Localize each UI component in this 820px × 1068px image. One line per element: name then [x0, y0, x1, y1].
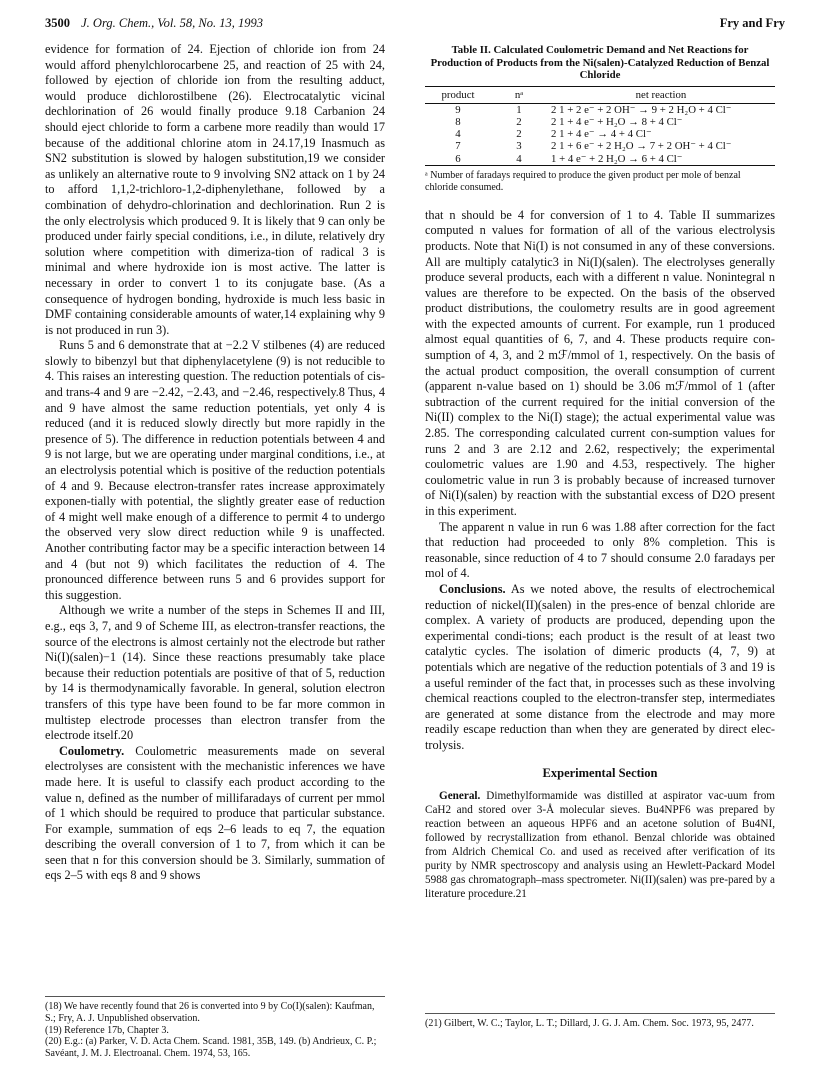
column-header: nᵃ [491, 86, 547, 103]
paragraph: The apparent n value in run 6 was 1.88 after correction for the fact that reduction had proceeded to only 8% completion. This is reasonable, since reduction of 4 to 7 should consume 2.0 faradays per mol of 4. [425, 519, 775, 581]
journal-citation: J. Org. Chem., Vol. 58, No. 13, 1993 [81, 16, 263, 30]
table-cell: 1 [516, 103, 522, 116]
table-row [425, 128, 775, 140]
footnote: (20) E.g.: (a) Parker, V. D. Acta Chem. Scand. 1981, 35B, 149. (b) Andrieux, C. P.; Savéant, J. M. J. Electroanal. Chem. 1974, 53, 165. [45, 1036, 377, 1060]
paragraph-heading: General. [439, 790, 481, 803]
table-title: Table II. Calculated Coulometric Demand and Net Reactions for Production of Products from the Ni(salen)-Catalyzed Reduction of Benzal Chloride [430, 44, 770, 81]
running-head [45, 16, 263, 31]
footnote: (18) We have recently found that 26 is converted into 9 by Co(I)(salen): Kaufman, S.; Fry, A. J. Unpublished observation. [45, 1001, 375, 1024]
column-header: net reaction [547, 86, 775, 103]
table-row [425, 116, 775, 128]
paragraph: Runs 5 and 6 demonstrate that at −2.2 V stilbenes (4) are reduced slowly to bibenzyl but that diphenylacetylene (9) is not reducible to 4. This raises an interesting question. The reduction potentials of cis- and trans-4 and 9 are −2.42, −2.43, and −2.46, respectively.8 Thus, 4 and 9 have almost the same reduction potentials, yet only 4 is reduced (and it is reduced slowly directly but more rapidly in the presence of 5). The difference in reduction potentials between 4 and 9 is not large, but we are operating under marginal conditions, i.e., at an electrolysis potential which is positive of the reduction potentials of 4 and 9. Because electron-transfer rates increase approximately exponen-tially with potential, the slightly greater ease of reduction of 4 might well make enough of a difference to permit 4 to undergo the observed very slow direct reduction while 9 is unaffected. Another contributing factor may be a specific interaction between 14 and 4 (but not 9) which facilitates the reduction of 4. The pronounced difference between runs 5 and 6 provides support for this suggestion. [45, 338, 385, 602]
footnotes-right [425, 1013, 775, 1030]
paragraph-heading: Conclusions. [439, 581, 506, 596]
right-column [425, 44, 775, 901]
table-cell: 2 [516, 128, 522, 141]
table-cell: 2 [516, 115, 522, 128]
column-header: product [425, 86, 491, 103]
table-footnote: ᵃ Number of faradays required to produce the given product per mole of benzal chloride consumed. [425, 169, 741, 193]
paragraph [425, 789, 775, 901]
table-cell: 1 + 4 e⁻ + 2 H₂O → 6 + 4 Cl⁻ [547, 153, 775, 166]
table-row [425, 140, 775, 152]
footnote: (21) Gilbert, W. C.; Taylor, L. T.; Dillard, J. G. J. Am. Chem. Soc. 1973, 95, 2477. [425, 1018, 754, 1029]
paragraph-body: As we noted above, the results of electrochemical reduction of nickel(II)(salen) in the pres-ence of benzal chloride are complex. A variety of products are produced, depending upon the experimental condi-tions; each product is the result of at least two catalytic cycles. The isolation of dimeric products (4, 7, 9) at potentials which are negative of the reduction potentials of 3 and 19 is a useful reminder of the fact that, in processes such as these involving chemical reactions coupled to the electron-transfer step, intermediates are generated at some distance from the electrode and may more readily escape reduction than when they are generated by direct elec-trolysis. [425, 581, 775, 752]
paragraph: that n should be 4 for conversion of 1 to 4. Table II summarizes computed n values for formation of all of the various electrolysis products. Note that Ni(I) is not consumed in any of these conversions. All are multiply catalytic3 in Ni(I)(salen). The electrolyses generally produce several products, each with a different n value. Nonintegral n values are therefore to be expected. On the basis of the observed product distributions, the coulometry results are in good agreement with the expected amounts of current. For example, run 1 produced almost equal quantities of 6, 7, and 4. These products require con-sumption of 4, 3, and 2 mℱ/mmol of 1, respectively. On the basis of the actual product composition, the overall consumption of current (apparent n-value based on 1) should be 3.06 mℱ/mmol of 1 (after subtraction of the current required for the initial conversion of the Ni(II) complex to the Ni(I) stage); the actual experimental value was 2.85. The corresponding calculated current con-sumption values for runs 2 and 3 are 2.12 and 2.62, respectively; the experimental coulometric values are 1.90 and 4.53, respectively. The higher coulometric value in run 3 is probably because of increased turnover of Ni(I)(salen) by reaction with the substantial excess of D2O present in this experiment. [425, 207, 775, 518]
paragraph: evidence for formation of 24. Ejection of chloride ion from 24 would afford phenylchlorocarbene 25, and reaction of 25 with 24, followed by ejection of chloride ion from the resulting adduct, would produce dichlorostilbene (26). Electrocatalytic vicinal dechlorination of 26 would finally produce 9.18 Carbanion 24 should eject chloride to form a carbene more readily than would 17 because of the additional chlorine atom in 24.17,19 Inasmuch as SN2 substitution is slowed by halogen substitution,19 we consider as unlikely an alternative route to 9 involving SN2 attack on 1 by 24 to afford 1,1,2-trichloro-1,2-diphenylethane, followed by a combination of dehydro-chlorination and dechlorination. Run 2 is the only electrolysis which produced 9. It is likely that 9 can only be produced under fairly special conditions, i.e., in dilute, relatively dry solution where competition with dimeriza-tion of radical 3 is minimal and where hydroxide ion is most active. The latter is necessary in order to convert 1 to its conjugate base. (As a consequence of hydrogen bonding, hydroxide is much less basic in DMF containing considerable amounts of water,14 explaining why 9 is not produced in run 3). [45, 42, 385, 337]
paragraph [45, 744, 385, 884]
paragraph [425, 582, 775, 754]
table-cell: 3 [516, 140, 522, 153]
table-cell: 7 [455, 140, 461, 153]
section-heading: Experimental Section [542, 765, 658, 780]
table-cell: 2 1 + 4 e⁻ + H₂O → 8 + 4 Cl⁻ [551, 115, 683, 128]
table-cell: 2 1 + 2 e⁻ + 2 OH⁻ → 9 + 2 H₂O + 4 Cl⁻ [551, 103, 732, 116]
table-cell: 4 [491, 153, 547, 166]
table-row [425, 153, 775, 166]
paragraph-heading: Coulometry. [59, 743, 125, 758]
paragraph-body: Dimethylformamide was distilled at aspirator vac-uum from CaH2 and stored over 3-Å molecular sieves. Bu4NPF6 was prepared by reaction between an aqueous HPF6 and an acetone solution of Bu4NI, followed by recrystallization from ethanol. Benzal chloride was obtained from Aldrich Chemical Co. and used as received after verification of its purity by NMR spectroscopy and analysis using an Hewlett-Packard Model 5988 gas chromatograph–mass spectrometer. Ni(II)(salen) was pre-pared by a literature procedure.21 [425, 790, 775, 901]
table-row [425, 103, 775, 116]
footnotes-left [45, 996, 385, 1060]
coulometry-table [425, 86, 775, 166]
table-cell: 9 [455, 103, 461, 116]
footnote: (19) Reference 17b, Chapter 3. [45, 1024, 169, 1036]
authors: Fry and Fry [719, 16, 785, 30]
table-cell: 2 1 + 6 e⁻ + 2 H₂O → 7 + 2 OH⁻ + 4 Cl⁻ [551, 140, 732, 153]
paragraph-body: Coulometric measurements made on several electrolyses are consistent with the mechanistic inferences we have made here. It is useful to classify each product according to the value n, defined as the number of millifaradays of current per mmol of 1 which should be required to produce that particular substance. For example, summation of eqs 2–6 leads to eq 7, the equation describing the overall conversion of 1 to 7, from which it can be seen that n for this conversion should be 3. Similarly, summation of eqs 2–5 with eqs 8 and 9 shows [45, 743, 385, 883]
left-column [45, 42, 385, 884]
table-cell: 8 [455, 115, 461, 128]
table-cell: 4 [455, 128, 461, 141]
page-number: 3500 [45, 16, 70, 30]
page-header [45, 16, 785, 34]
paragraph: Although we write a number of the steps in Schemes II and III, e.g., eqs 3, 7, and 9 of Scheme III, as electron-transfer reactions, the source of the electrons is almost certainly not the electrode but rather Ni(I)(salen)−1 (14). Since these reactions presumably take place because their reduction potentials are positive of that of 5, reduction by 14 is thermodynamically favorable. In general, solution electron transfers of this type have been found to be far more common in multistep electrode processes than electron transfer from the electrode itself.20 [45, 603, 385, 743]
table-cell: 6 [425, 153, 491, 166]
table-cell: 2 1 + 4 e⁻ → 4 + 4 Cl⁻ [551, 128, 652, 141]
table-header-row [425, 86, 775, 103]
